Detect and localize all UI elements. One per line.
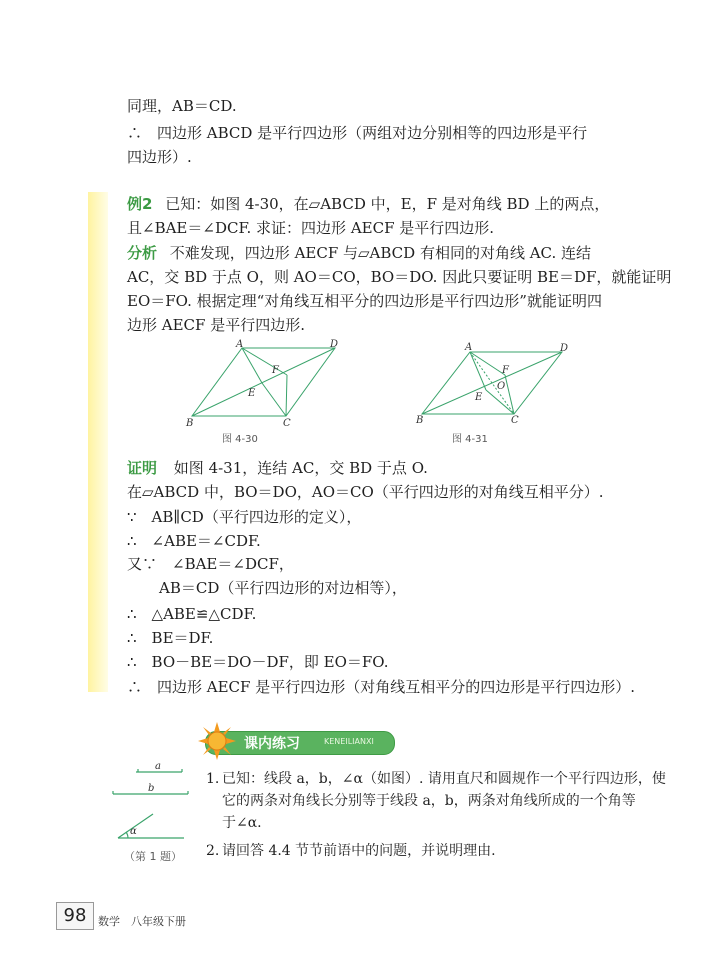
label-d: D: [330, 339, 339, 350]
question-2-text: 请回答 4.4 节节前语中的问题，并说明理由.: [222, 843, 496, 859]
example-label: 例2: [127, 195, 153, 213]
text-line: 四边形）.: [127, 148, 192, 166]
page-number: 98: [56, 902, 94, 930]
label-o: O: [497, 381, 506, 392]
margin-highlight: [88, 192, 108, 692]
example-line-1: [127, 193, 609, 215]
practice-title: 课内练习: [244, 736, 300, 752]
angle-arc: [126, 832, 128, 838]
proof-line: ∵ AB∥CD（平行四边形的定义），: [127, 508, 362, 526]
segment-ce: [262, 383, 286, 416]
proof-line: ∴ 四边形 AECF 是平行四边形（对角线互相平分的四边形是平行四边形）.: [127, 678, 635, 696]
label-f: F: [502, 365, 509, 376]
sun-icon: [198, 722, 236, 760]
text-line: 同理，AB＝CD.: [127, 97, 237, 115]
diagonal-bd: [422, 352, 562, 414]
question-1-line: 已知：线段 a，b，∠α（如图）. 请用直尺和圆规作一个平行四边形，使: [222, 771, 666, 787]
diagonal-bd: [192, 348, 335, 416]
question-1-line: 它的两条对角线长分别等于线段 a，b，两条对角线所成的一个角等: [222, 793, 636, 809]
proof-line: ∴ BE＝DF.: [127, 629, 214, 647]
proof-line: ∴ BO－BE＝DO－DF，即 EO＝FO.: [127, 653, 389, 671]
practice-figure: [108, 762, 198, 842]
figure-4-30: [180, 338, 350, 428]
label-a: A: [236, 339, 244, 350]
example-text: 已知：如图 4-30，在▱ABCD 中，E，F 是对角线 BD 上的两点，: [165, 195, 610, 213]
text-line: ∴ 四边形 ABCD 是平行四边形（两组对边分别相等的四边形是平行: [127, 124, 588, 142]
practice-figure-caption: （第 1 题）: [124, 850, 182, 863]
proof-line-1: [127, 457, 428, 479]
question-2-number: 2.: [206, 843, 220, 859]
segment-af: [242, 348, 287, 375]
label-d: D: [560, 343, 569, 354]
label-c: C: [283, 418, 291, 428]
proof-line: AB＝CD（平行四边形的对边相等），: [159, 579, 407, 597]
figure-caption: 图 4-30: [222, 434, 258, 445]
label-e: E: [248, 388, 256, 399]
segment-ae: [242, 348, 262, 383]
analysis-line-3: EO＝FO. 根据定理“对角线互相平分的四边形是平行四边形”就能证明四: [127, 292, 602, 310]
proof-line: 在▱ABCD 中，BO＝DO，AO＝CO（平行四边形的对角线互相平分）.: [127, 483, 604, 501]
label-c: C: [511, 415, 519, 426]
analysis-line-1: [127, 242, 591, 264]
analysis-line-2: AC，交 BD 于点 O，则 AO＝CO，BO＝DO. 因此只要证明 BE＝DF，就能证明: [127, 268, 672, 286]
example-line-2: 且∠BAE＝∠DCF. 求证：四边形 AECF 是平行四边形.: [127, 219, 495, 237]
proof-line: ∴ ∠ABE＝∠CDF.: [127, 532, 261, 550]
figure-caption: 图 4-31: [452, 434, 488, 445]
label-alpha: α: [130, 826, 137, 837]
book-title: 数学 八年级下册: [98, 915, 186, 928]
analysis-text: 不难发现，四边形 AECF 与▱ABCD 有相同的对角线 AC. 连结: [169, 244, 592, 262]
label-f: F: [272, 365, 279, 376]
question-1-line: 于∠α.: [222, 815, 262, 831]
segment-cf: [286, 375, 287, 416]
analysis-line-4: 边形 AECF 是平行四边形.: [127, 316, 305, 334]
label-b: b: [148, 783, 155, 794]
label-b: B: [186, 418, 194, 428]
proof-label: 证明: [127, 459, 158, 477]
analysis-label: 分析: [127, 244, 158, 262]
proof-line: ∴ △ABE≌△CDF.: [127, 605, 257, 623]
proof-line: 又∵ ∠BAE＝∠DCF，: [127, 555, 294, 573]
proof-text: 如图 4-31，连结 AC，交 BD 于点 O.: [173, 459, 428, 477]
question-1-number: 1.: [206, 771, 220, 787]
label-a: a: [155, 762, 161, 772]
figure-4-31: [410, 340, 580, 430]
label-a: A: [465, 342, 473, 353]
label-b: B: [416, 415, 424, 426]
practice-subtitle: KENEILIANXI: [324, 737, 374, 746]
label-e: E: [475, 392, 483, 403]
